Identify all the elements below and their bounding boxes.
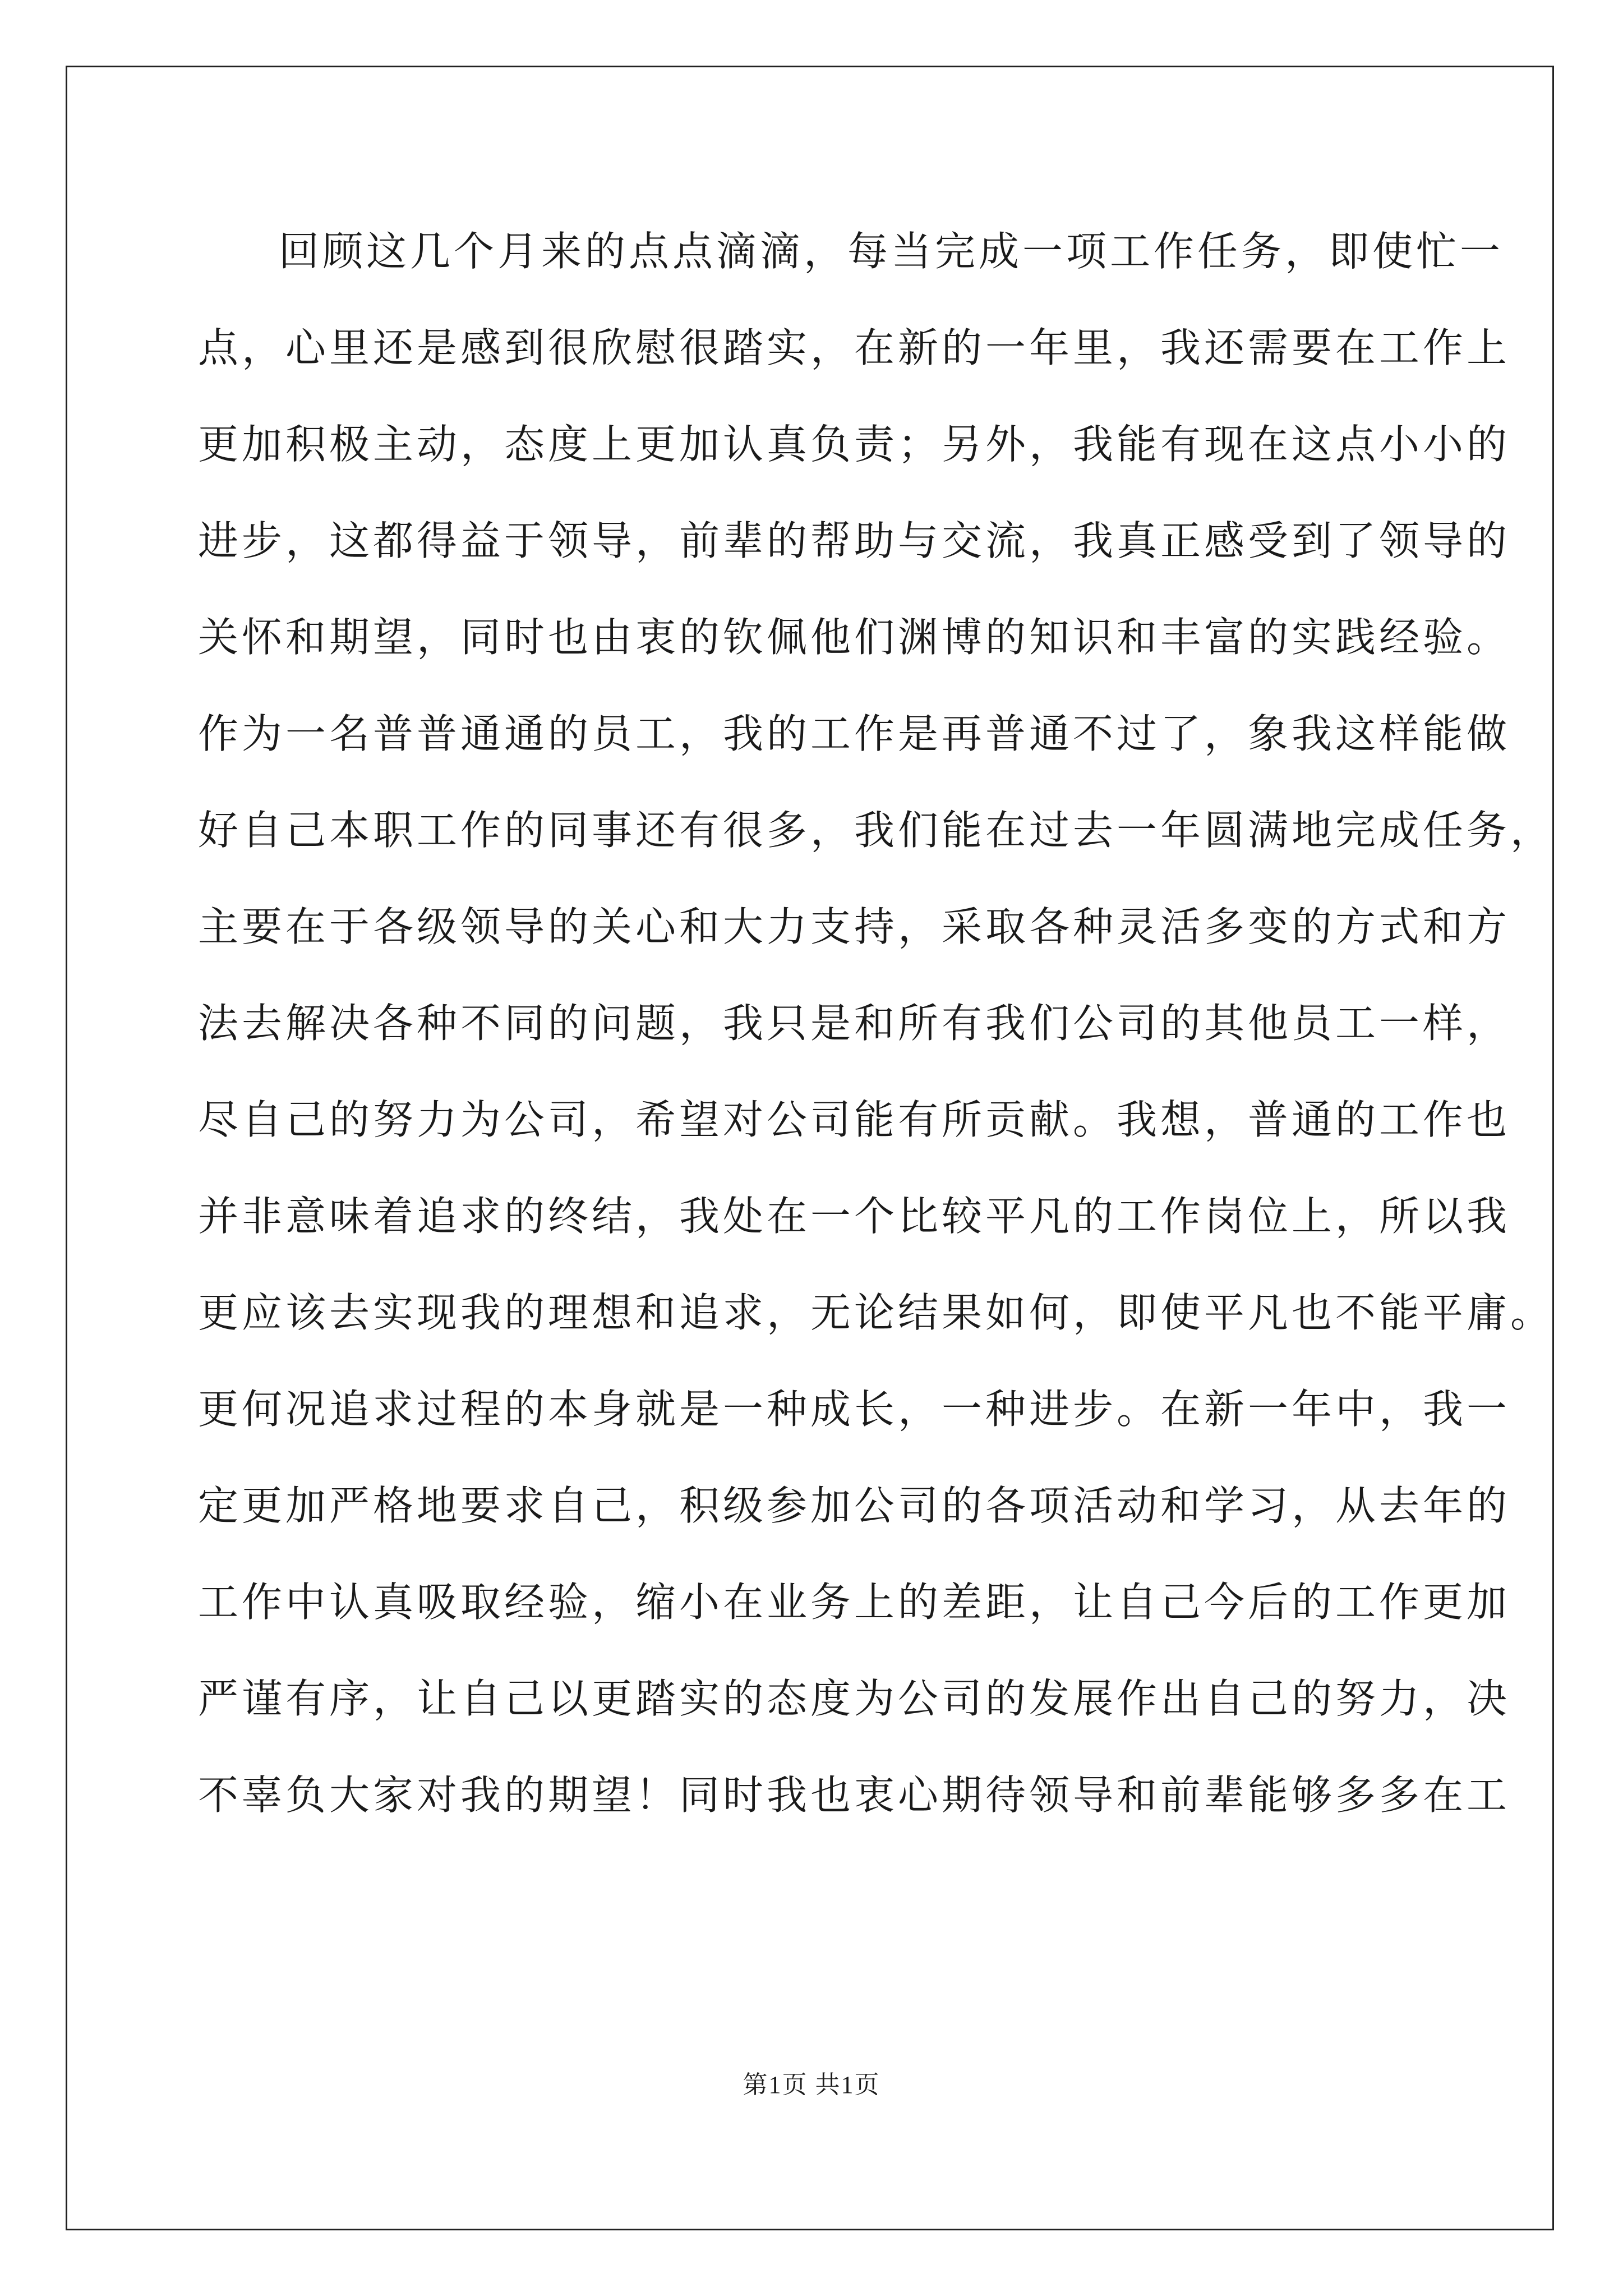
text-line: 不辜负大家对我的期望！同时我也衷心期待领导和前辈能够多多在工 (198, 1772, 1511, 1819)
text-line: 关怀和期望，同时也由衷的钦佩他们渊博的知识和丰富的实践经验。 (198, 614, 1511, 661)
text-line: 更何况追求过程的本身就是一种成长，一种进步。在新一年中，我一 (198, 1386, 1511, 1433)
page-number: 第1页 共1页 (743, 2071, 880, 2099)
text-line: 作为一名普普通通的员工，我的工作是再普通不过了，象我这样能做 (198, 710, 1511, 757)
text-line: 工作中认真吸取经验，缩小在业务上的差距，让自己今后的工作更加 (198, 1579, 1511, 1626)
text-line: 回顾这几个月来的点点滴滴，每当完成一项工作任务，即使忙一 (279, 228, 1504, 275)
text-line: 好自己本职工作的同事还有很多，我们能在过去一年圆满地完成任务， (198, 807, 1555, 854)
text-line: 并非意味着追求的终结，我处在一个比较平凡的工作岗位上，所以我 (198, 1193, 1511, 1240)
text-line: 法去解决各种不同的问题，我只是和所有我们公司的其他员工一样， (198, 1000, 1511, 1047)
text-line: 尽自己的努力为公司，希望对公司能有所贡献。我想，普通的工作也 (198, 1096, 1511, 1143)
text-line: 定更加严格地要求自己，积级参加公司的各项活动和学习，从去年的 (198, 1482, 1511, 1529)
text-line: 更加积极主动，态度上更加认真负责；另外，我能有现在这点小小的 (198, 421, 1511, 468)
document-body (198, 203, 1555, 1843)
text-line: 主要在于各级领导的关心和大力支持，采取各种灵活多变的方式和方 (198, 903, 1511, 950)
text-line: 进步，这都得益于领导，前辈的帮助与交流，我真正感受到了领导的 (198, 517, 1511, 564)
text-line: 严谨有序，让自己以更踏实的态度为公司的发展作出自己的努力，决 (198, 1675, 1511, 1722)
text-line: 点，心里还是感到很欣慰很踏实，在新的一年里，我还需要在工作上 (198, 324, 1511, 371)
text-line: 更应该去实现我的理想和追求，无论结果如何，即使平凡也不能平庸。 (198, 1289, 1555, 1336)
